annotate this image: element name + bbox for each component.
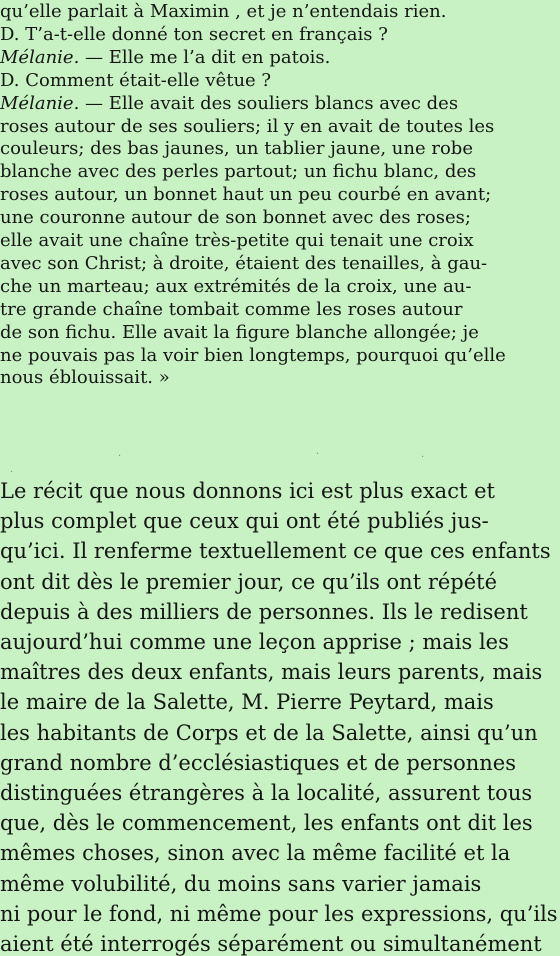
- page-speck: ·: [316, 449, 320, 460]
- paragraph-line: distinguées étrangères à la localité, assurent tous: [0, 781, 533, 805]
- text-line: [0, 163, 476, 181]
- text-line: [0, 92, 459, 114]
- page-speck: ·: [10, 467, 14, 478]
- line-text: qu’elle parlait à Maximin , et je n’entendais rien.: [0, 1, 447, 22]
- text-line: [0, 321, 479, 343]
- text-line: [0, 115, 495, 137]
- line-text: tre grande chaîne tombait comme les roses autour: [0, 298, 463, 320]
- paragraph-line: plus complet que ceux qui ont été publiés jus-: [0, 509, 489, 534]
- line-text: nous éblouissait. »: [0, 367, 170, 389]
- paragraph-line: depuis à des milliers de personnes. Ils le redisent: [0, 599, 528, 624]
- paragraph-line: le maire de la Salette, M. Pierre Peytard, mais: [0, 690, 494, 715]
- text-line: [0, 69, 272, 91]
- paragraph-line: Le récit que nous donnons ici est plus exact et: [0, 479, 495, 503]
- text-line: [0, 298, 463, 320]
- text-line: [0, 3, 446, 21]
- text-line: [0, 46, 331, 68]
- text-line: [0, 209, 471, 227]
- paragraph-line: grand nombre d’ecclésiastiques et de personnes: [0, 750, 516, 775]
- text-line: [0, 186, 491, 204]
- line-text: couleurs; des bas jaunes, un tablier jaune, une robe: [0, 138, 473, 160]
- line-text: D. Comment était-elle vêtue ?: [0, 69, 272, 91]
- paragraph-line: aient été interrogés séparément ou simultanément: [0, 932, 542, 956]
- speaker-label: Mélanie.: [0, 92, 80, 114]
- line-text: — Elle avait des souliers blancs avec des: [79, 92, 459, 114]
- page-speck: ·: [118, 451, 122, 462]
- line-text: che un marteau; aux extrémités de la croix, une au-: [0, 275, 472, 297]
- line-text: de son fichu. Elle avait la figure blanche allongée; je: [0, 321, 479, 343]
- paragraph-line: maîtres des deux enfants, mais leurs parents, mais: [0, 660, 543, 685]
- paragraph-line: aujourd’hui comme une leçon apprise ; mais les: [0, 630, 509, 654]
- paragraph-line: que, dès le commencement, les enfants ont dit les: [0, 811, 533, 836]
- line-text: avec son Christ; à droite, étaient des tenailles, à gau-: [0, 252, 488, 274]
- paragraph-line: qu’ici. Il renferme textuellement ce que ces enfants: [0, 539, 551, 564]
- paragraph-line: mêmes choses, sinon avec la même facilité et la: [0, 841, 511, 866]
- paragraph-line: même volubilité, du moins sans varier jamais: [0, 871, 482, 896]
- line-text: une couronne autour de son bonnet avec des roses;: [0, 207, 471, 229]
- line-text: blanche avec des perles partout; un fichu blanc, des: [0, 161, 477, 183]
- text-line: [0, 344, 506, 366]
- text-line: [0, 252, 488, 274]
- paragraph-line: ni pour le fond, ni même pour les expressions, qu’ils: [0, 901, 558, 926]
- line-text: ne pouvais pas la voir bien longtemps, pourquoi qu’elle: [0, 344, 506, 366]
- line-text: roses autour, un bonnet haut un peu courbé en avant;: [0, 184, 492, 206]
- line-text: elle avait une chaîne très-petite qui tenait une croix: [0, 230, 474, 251]
- text-line: [0, 369, 170, 387]
- text-line: [0, 23, 388, 45]
- text-line: [0, 275, 472, 297]
- paragraph-line: ont dit dès le premier jour, ce qu’ils ont répété: [0, 569, 498, 594]
- page-speck: ·: [421, 452, 425, 463]
- text-line: [0, 140, 473, 158]
- line-text: D. T’a-t-elle donné ton secret en français ?: [0, 23, 388, 45]
- text-line: [0, 232, 474, 250]
- paragraph-line: les habitants de Corps et de la Salette, ainsi qu’un: [0, 720, 538, 745]
- line-text: — Elle me l’a dit en patois.: [79, 46, 331, 68]
- line-text: roses autour de ses souliers; il y en avait de toutes les: [0, 115, 495, 137]
- speaker-label: Mélanie.: [0, 46, 80, 68]
